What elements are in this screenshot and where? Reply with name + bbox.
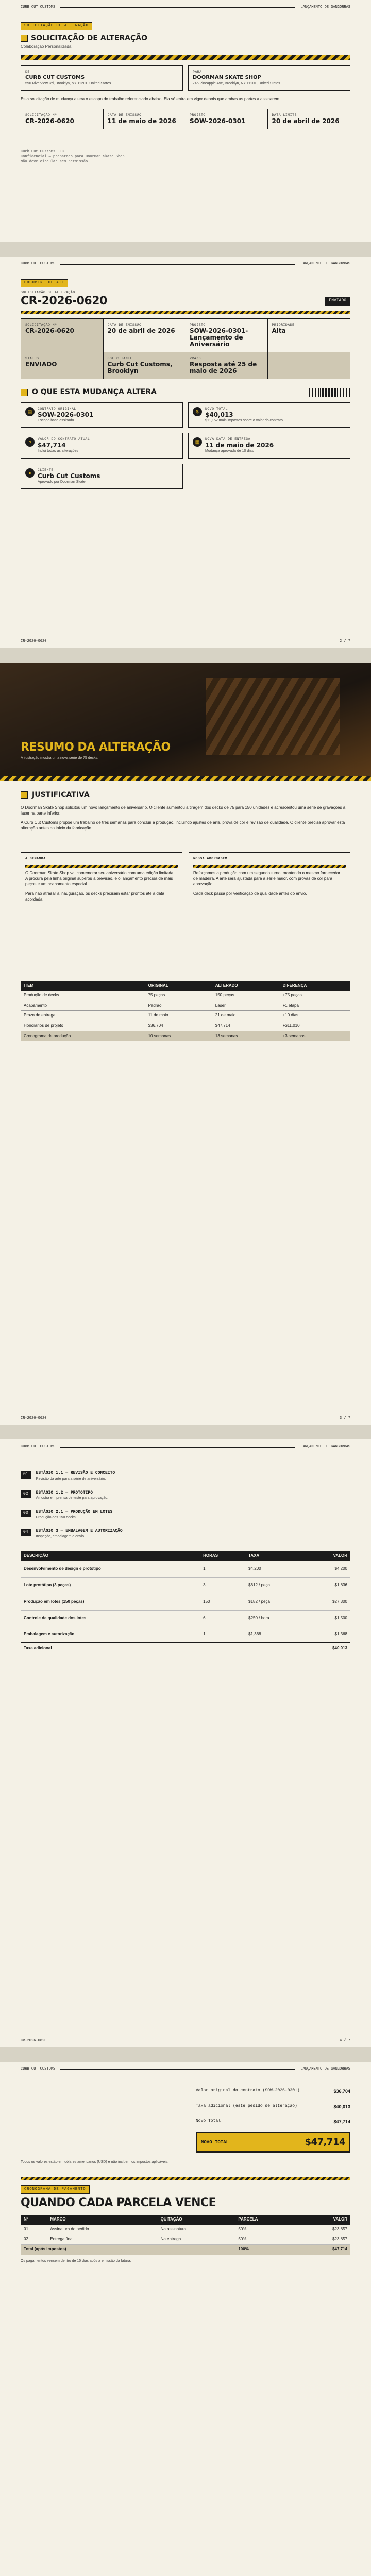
summary-grid (21, 318, 350, 379)
total-pct: 100% (238, 2247, 249, 2252)
cell-value: Resposta até 25 de maio de 2026 (190, 360, 257, 375)
cell-label: SOLICITANTE (107, 357, 132, 361)
dollar-icon: $ (193, 407, 202, 416)
cell: 1 (203, 1632, 206, 1637)
doc-tag: SOLICITAÇÃO DE ALTERAÇÃO (21, 22, 92, 30)
summary-cell (268, 319, 350, 352)
impact-card (21, 402, 183, 428)
demand-body-2: Para não atrasar a inauguração, os decks precisam estar prontos até a data acordada. (25, 891, 164, 902)
stage-item (21, 1486, 350, 1505)
col-header: VALOR (333, 1553, 347, 1558)
cell: 10 semanas (148, 1033, 171, 1039)
summary-cell (185, 352, 268, 379)
to-card (188, 65, 350, 91)
meta-value: CR-2026-0620 (25, 117, 74, 125)
cell: $1,368 (334, 1632, 347, 1637)
cell: $1,368 (248, 1632, 261, 1637)
cell: $4,200 (334, 1566, 347, 1571)
meta-cell (185, 109, 268, 129)
total-row (21, 2245, 350, 2255)
cell: 75 peças (148, 992, 165, 997)
approach-body-2: Cada deck passa por verificação de qualidade antes do envio. (193, 891, 307, 896)
total-line-value: $47,714 (333, 2119, 350, 2124)
cell-value: 20 de abril de 2026 (107, 327, 175, 334)
cell: +10 dias (282, 1013, 299, 1018)
cell: Assinatura do pedido (50, 2226, 89, 2231)
impact-label: NOVA DATA DE ENTREGA (205, 437, 251, 442)
cell: $4,200 (248, 1566, 261, 1571)
meta-cell (268, 109, 350, 129)
to-label: PARA (193, 70, 202, 74)
col-header: TAXA (248, 1553, 260, 1558)
total-line-value: $36,704 (333, 2089, 350, 2094)
header-right: LANÇAMENTO DE GANGORRAS (300, 1445, 350, 1449)
footer-company: Curb Cut Customs LLC (21, 150, 64, 155)
cell: Prazo de entrega (24, 1013, 56, 1018)
table-row (21, 1011, 350, 1021)
stage-number: 03 (21, 1510, 31, 1517)
hero-image (0, 663, 371, 776)
total-label: Total (após impostos) (24, 2247, 66, 2252)
stage-item (21, 1467, 350, 1486)
cover-meta (21, 109, 350, 129)
from-label: DE (25, 70, 30, 74)
stage-list (21, 1467, 350, 1543)
cell: Padrão (148, 1003, 162, 1008)
cell-value: SOW-2026-0301- Lançamento de Aniversário (190, 327, 248, 348)
cell-label: SOLICITAÇÃO Nº (25, 323, 57, 327)
page-number: 3 / 7 (339, 1416, 350, 1420)
user-icon: ● (25, 468, 35, 478)
impact-label: CONTRATO ORIGINAL (38, 407, 76, 411)
stage-number: 01 (21, 1471, 31, 1479)
cell-label: PRIORIDADE (272, 323, 295, 327)
header-right: LANÇAMENTO DE GANGORRAS (300, 5, 350, 9)
col-header: VALOR (333, 2216, 347, 2222)
impact-value: 11 de maio de 2026 (205, 442, 274, 449)
impact-label: NOVO TOTAL (205, 407, 228, 411)
header-right: LANÇAMENTO DE GANGORRAS (300, 262, 350, 266)
payment-tag: CRONOGRAMA DE PAGAMENTO (21, 2185, 90, 2193)
subtotal-row (21, 1643, 350, 1653)
stage-desc: Amostra em prensa de teste para aprovação. (36, 1496, 109, 1500)
cell: 150 peças (215, 992, 234, 997)
col-header: PARCELA (238, 2216, 258, 2222)
impact-value: SOW-2026-0301 (38, 411, 94, 418)
col-header: DIFERENÇA (282, 983, 307, 988)
totals-note: Todos os valores estão em dólares americanos (USD) e não incluem os impostos aplicáveis. (21, 2160, 169, 2164)
cell: $612 / peça (248, 1582, 270, 1587)
impact-value: $40,013 (205, 411, 233, 418)
calendar-icon: ▦ (193, 437, 202, 447)
cell: $182 / peça (248, 1599, 270, 1604)
approach-body: Reforçamos a produção com um segundo turno, mantendo o mesmo fornecedor de madeira. A arte será ajustada para a série maior, com provas de cor para aprovação. (193, 870, 341, 887)
total-line-label: Valor original do contrato (SOW-2026-0301) (196, 2088, 300, 2093)
demand-title: A DEMANDA (25, 857, 46, 861)
hero-note: A ilustração mostra uma nova série de 75 decks. (21, 756, 98, 760)
page-footer-id: CR-2026-0620 (21, 2038, 47, 2043)
cell: 1 (203, 1566, 206, 1571)
cell: 150 (203, 1599, 210, 1604)
deck-stack-illustration (206, 678, 340, 755)
wallet-icon: ¤ (25, 437, 35, 447)
stage-number: 04 (21, 1529, 31, 1536)
impact-note: Escopo base assinado (38, 419, 74, 423)
summary-cell (21, 319, 104, 352)
col-header: QUITAÇÃO (160, 2216, 182, 2222)
warning-icon (21, 35, 28, 42)
cell: Cronograma de produção (24, 1033, 71, 1039)
table-row (21, 1610, 350, 1626)
col-header: DESCRIÇÃO (24, 1553, 49, 1558)
table-row (21, 2225, 350, 2234)
header-right: LANÇAMENTO DE GANGORRAS (300, 2067, 350, 2071)
col-header: ORIGINAL (148, 983, 168, 988)
totals-page (0, 2062, 371, 2576)
impact-note: Inclui todas as alterações (38, 449, 78, 453)
page-number: 4 / 7 (339, 2038, 350, 2043)
summary-cell (21, 352, 104, 379)
section-title: O QUE ESTA MUDANÇA ALTERA (32, 388, 157, 397)
summary-tag: DOCUMENT DETAIL (21, 279, 68, 287)
cell: Laser (215, 1003, 226, 1008)
cell: +3 semanas (282, 1033, 306, 1039)
doc-title: SOLICITAÇÃO DE ALTERAÇÃO (31, 33, 148, 42)
table-row (21, 1594, 350, 1610)
cell: $27,300 (332, 1599, 347, 1604)
cell-value: CR-2026-0620 (25, 327, 74, 334)
to-address: 745 Pineapple Ave, Brooklyn, NY 11201, United States (193, 81, 280, 86)
cell: +75 peças (282, 992, 302, 997)
summary-id: CR-2026-0620 (21, 294, 107, 308)
cell: Na entrega (160, 2236, 181, 2242)
warning-icon (21, 791, 28, 799)
impact-card (188, 433, 350, 458)
table-row (21, 991, 350, 1001)
header-left: CURB CUT CUSTOMS (21, 2067, 56, 2071)
stage-label: ESTÁGIO 3 — EMBALAGEM E AUTORIZAÇÃO (36, 1529, 123, 1534)
cell-value: ENVIADO (25, 360, 57, 368)
impact-card (188, 402, 350, 428)
total-line (196, 2084, 350, 2099)
grand-total-value: $47,714 (305, 2136, 345, 2147)
cell-label: PROJETO (190, 323, 206, 327)
table-row (21, 1021, 350, 1031)
col-header: HORAS (203, 1553, 218, 1558)
summary-page (0, 257, 371, 648)
cell: $1,500 (334, 1615, 347, 1620)
cell: $1,836 (334, 1582, 347, 1587)
payment-table (21, 2215, 350, 2255)
cell-value: Alta (272, 327, 286, 334)
cell: $47,714 (215, 1023, 230, 1028)
cell: $36,704 (148, 1023, 163, 1028)
total-line (196, 2114, 350, 2129)
total-line (196, 2099, 350, 2114)
table-row (21, 1577, 350, 1594)
cell: Embalagem e autorização (24, 1632, 75, 1637)
col-header: ALTERADO (215, 983, 238, 988)
impact-note: Mudança aprovada de 10 dias (205, 449, 254, 453)
cell: +1 etapa (282, 1003, 299, 1008)
cell-value: Curb Cut Customs, Brooklyn (107, 360, 173, 375)
table-row (21, 1626, 350, 1643)
page-footer-id: CR-2026-0620 (21, 1416, 47, 1420)
cell: 3 (203, 1582, 206, 1587)
justification-body-1: O Doorman Skate Shop solicitou um novo lançamento de aniversário. O cliente aumentou a tiragem dos decks de 75 para 150 unidades e acrescentou uma série de gravações a laser na parte inferior. (21, 805, 346, 816)
impact-note: Aprovado por Doorman Skate (38, 480, 86, 484)
meta-label: PROJETO (190, 113, 206, 117)
impact-label: CLIENTE (38, 468, 54, 472)
barcode-icon (309, 388, 350, 397)
table-row (21, 1031, 350, 1041)
impact-value: Curb Cut Customs (38, 472, 100, 480)
cover-page (0, 0, 371, 242)
doc-subtitle: Colaboração Personalizada (21, 44, 72, 49)
grand-total (196, 2132, 350, 2153)
from-card (21, 65, 183, 91)
meta-value: 11 de maio de 2026 (107, 117, 176, 125)
from-address: 590 Riverview Rd, Brooklyn, NY 11201, United States (25, 81, 111, 86)
meta-label: SOLICITAÇÃO Nº (25, 113, 57, 117)
cell: Acabamento (24, 1003, 47, 1008)
stage-desc: Inspeção, embalagem e envio. (36, 1534, 85, 1538)
status-badge: ENVIADO (325, 297, 350, 306)
cell: Entrega final (50, 2236, 74, 2242)
meta-value: 20 de abril de 2026 (272, 117, 340, 125)
cell: $23,857 (332, 2226, 347, 2231)
hazard-stripe (21, 55, 350, 60)
cell: 6 (203, 1615, 206, 1620)
impacts-grid (21, 402, 350, 489)
impact-label: VALOR DO CONTRATO ATUAL (38, 437, 90, 442)
footer-confidential: Confidencial — preparado para Doorman Skate Shop (21, 155, 125, 159)
col-header: Nº (24, 2216, 28, 2222)
stage-label: ESTÁGIO 2.1 — PRODUÇÃO EM LOTES (36, 1509, 113, 1514)
stage-desc: Revisão da arte para a série de aniversário. (36, 1477, 106, 1481)
cell: Na assinatura (160, 2226, 186, 2231)
cell: $250 / hora (248, 1615, 269, 1620)
page-footer-id: CR-2026-0620 (21, 639, 47, 643)
total-line-label: Taxa adicional (este pedido de alteração) (196, 2103, 297, 2108)
col-header: MARCO (50, 2216, 66, 2222)
totals-summary (196, 2084, 350, 2152)
cell: Produção em lotes (150 peças) (24, 1599, 85, 1604)
from-name: CURB CUT CUSTOMS (25, 75, 85, 81)
col-header: ITEM (24, 983, 34, 988)
table-row (21, 1561, 350, 1577)
cell: Honorários de projeto (24, 1023, 63, 1028)
approach-box (189, 852, 350, 965)
justification-title: JUSTIFICATIVA (32, 791, 90, 799)
document-icon: ▤ (25, 407, 35, 416)
approach-title: NOSSA ABORDAGEM (193, 857, 228, 861)
justification-body-2: A Curb Cut Customs propõe um trabalho de três semanas para concluir a produção, incluindo ajustes de arte, prova de cor e revisão de qualidade. O cliente precisa aprovar esta alteração antes do início da fabricação. (21, 820, 345, 831)
total-line-label: Novo Total (196, 2118, 221, 2123)
stage-number: 02 (21, 1490, 31, 1498)
cell: 13 semanas (215, 1033, 238, 1039)
cell: 11 de maio (148, 1013, 168, 1018)
impact-card (21, 464, 183, 489)
cell: +$11,010 (282, 1023, 300, 1028)
cell: 50% (238, 2236, 247, 2242)
cover-intro: Esta solicitação de mudança altera o escopo do trabalho referenciado abaixo. Ela só entra em vigor depois que ambas as partes a assinarem. (21, 97, 281, 102)
summary-cell (104, 352, 186, 379)
change-table (21, 981, 350, 1041)
subtotal-value: $40,013 (332, 1646, 347, 1651)
pricing-table (21, 1551, 350, 1653)
cell: Desenvolvimento de design e prototipo (24, 1566, 101, 1571)
cell-label: DATA DE EMISSÃO (107, 323, 142, 327)
hero-title: RESUMO DA ALTERAÇÃO (21, 741, 171, 754)
header-left: CURB CUT CUSTOMS (21, 1445, 56, 1449)
cell: $23,857 (332, 2236, 347, 2242)
table-row (21, 1001, 350, 1011)
stage-item (21, 1505, 350, 1524)
meta-label: DATA DE EMISSÃO (107, 113, 142, 117)
impact-value: $47,714 (38, 442, 66, 449)
warning-icon (21, 389, 28, 396)
stage-desc: Produção dos 150 decks. (36, 1515, 77, 1519)
total-value: $47,714 (332, 2247, 347, 2252)
cell: 21 de maio (215, 1013, 236, 1018)
summary-cell (185, 319, 268, 352)
stage-item (21, 1524, 350, 1543)
impact-note: $11,152 mais impostos sobre o valor do contrato (205, 419, 283, 423)
demand-box (21, 852, 182, 965)
summary-kicker: SOLICITAÇÃO DE ALTERAÇÃO (21, 290, 75, 294)
demand-body: O Doorman Skate Shop vai comemorar seu aniversário com uma edição limitada. A procura pela linha original superou a previsão, e o lançamento precisa de mais peças e um acabamento especial. (25, 870, 175, 887)
cell-label: PRAZO (190, 357, 201, 361)
meta-cell (104, 109, 186, 129)
meta-value: SOW-2026-0301 (190, 117, 246, 125)
cell: Lote protótipo (3 peças) (24, 1582, 71, 1587)
payment-title: QUANDO CADA PARCELA VENCE (21, 2196, 216, 2209)
meta-cell (21, 109, 104, 129)
payment-footnote: Os pagamentos vencem dentro de 15 dias após a emissão da fatura. (21, 2259, 131, 2263)
total-line-value: $40,013 (333, 2104, 350, 2109)
page-number: 2 / 7 (339, 639, 350, 643)
cell: Produção de decks (24, 992, 59, 997)
impact-card (21, 433, 183, 458)
pricing-page (0, 1439, 371, 2047)
change-page (0, 663, 371, 1425)
table-row (21, 2234, 350, 2245)
cell: 02 (24, 2236, 28, 2242)
cell: 50% (238, 2226, 247, 2231)
cell: 01 (24, 2226, 28, 2231)
footer-note: Não deve circular sem permissão. (21, 159, 90, 164)
grand-total-label: NOVO TOTAL (201, 2140, 229, 2145)
cell: Controle de qualidade dos lotes (24, 1615, 87, 1620)
stage-label: ESTÁGIO 1.2 — PROTÓTIPO (36, 1490, 93, 1495)
cell-label: STATUS (25, 357, 39, 361)
stage-label: ESTÁGIO 1.1 — REVISÃO E CONCEITO (36, 1471, 115, 1476)
header-left: CURB CUT CUSTOMS (21, 262, 56, 266)
header-left: CURB CUT CUSTOMS (21, 5, 56, 9)
meta-label: DATA LIMITE (272, 113, 297, 117)
to-name: DOORMAN SKATE SHOP (193, 75, 261, 81)
summary-cell (104, 319, 186, 352)
subtotal-label: Taxa adicional (24, 1646, 52, 1651)
